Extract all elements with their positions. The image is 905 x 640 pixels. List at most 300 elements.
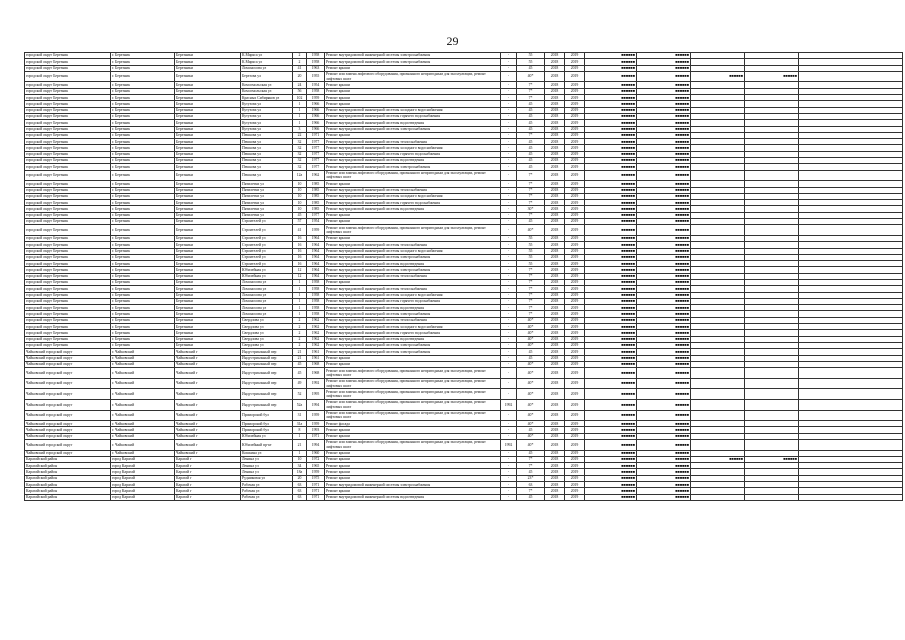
table-cell: городской округ Березник xyxy=(25,126,111,132)
table-cell: 2018 xyxy=(545,279,565,285)
table-cell: ■■■■■■ xyxy=(637,463,691,469)
table-cell: городской округ Березник xyxy=(25,200,111,206)
table-cell: 2018 xyxy=(545,145,565,151)
table-cell: - xyxy=(501,225,517,236)
table-cell: Карагай г xyxy=(175,494,241,500)
table-cell: 2018 xyxy=(545,164,565,170)
table-cell xyxy=(691,410,745,421)
table-cell: 40* xyxy=(517,389,545,400)
table-cell: 2018 xyxy=(545,59,565,65)
table-cell: ■■■■■■ xyxy=(585,132,637,138)
table-cell: 63 xyxy=(293,482,307,488)
repair-table xyxy=(24,52,903,501)
table-cell: 2019 xyxy=(565,248,585,254)
table-cell: 2019 xyxy=(565,450,585,456)
table-cell: ■■■■■■ xyxy=(637,187,691,193)
table-cell: 2019 xyxy=(565,286,585,292)
table-cell: ■■■■■■ xyxy=(585,399,637,410)
table-cell: ■■■■■■ xyxy=(585,279,637,285)
table-cell: 10 xyxy=(293,456,307,462)
table-cell: 2 xyxy=(293,59,307,65)
table-cell: - xyxy=(501,286,517,292)
table-cell: ■■■■■■ xyxy=(585,145,637,151)
table-cell: Ремонт внутридомовой инженерной системы водоотведения xyxy=(325,120,501,126)
table-cell: 10 xyxy=(293,181,307,187)
table-cell: ■■■■■■ xyxy=(585,242,637,248)
table-cell: 2 xyxy=(293,330,307,336)
table-cell: 45 xyxy=(293,212,307,218)
table-cell: Чайковский городской округ xyxy=(25,450,111,456)
table-cell: Ремонт крыши xyxy=(325,88,501,94)
table-cell: Ремонт фасада xyxy=(325,421,501,427)
table-cell: 2019 xyxy=(565,187,585,193)
table-cell: Карагай г xyxy=(175,456,241,462)
table-cell: 1968 xyxy=(307,361,325,367)
table-cell: Ленина ул xyxy=(241,463,293,469)
table-cell: 1971 xyxy=(307,488,325,494)
table-cell: Ремонт внутридомовой инженерной системы горячего водоснабжения xyxy=(325,151,501,157)
table-cell: Ремонт крыши xyxy=(325,456,501,462)
table-cell: г. Березник xyxy=(111,311,175,317)
table-cell: 7* xyxy=(517,200,545,206)
table-cell: 2018 xyxy=(545,494,565,500)
table-cell: ■■■■■■ xyxy=(637,71,691,82)
table-cell: 3 xyxy=(293,126,307,132)
table-cell: 7* xyxy=(517,273,545,279)
table-cell: - xyxy=(501,158,517,164)
table-cell: 2019 xyxy=(565,355,585,361)
table-cell: - xyxy=(501,330,517,336)
table-cell: 2019 xyxy=(565,298,585,304)
table-cell: г. Березник xyxy=(111,193,175,199)
table-cell: ■■■■■■ xyxy=(637,378,691,389)
table-cell: 20 xyxy=(293,71,307,82)
table-cell: Березники xyxy=(175,139,241,145)
table-cell: 40* xyxy=(517,410,545,421)
table-cell: ■■■■■■ xyxy=(585,324,637,330)
table-cell: г. Березник xyxy=(111,145,175,151)
table-cell: город Карагай xyxy=(111,482,175,488)
table-cell: Березники xyxy=(175,151,241,157)
table-cell: ■■■■■■ xyxy=(585,170,637,181)
table-cell: г. Чайковский xyxy=(111,389,175,400)
table-cell: ■■■■■■ xyxy=(585,349,637,355)
table-cell: Ремонт внутридомовой инженерной системы водоотведения xyxy=(325,494,501,500)
table-cell: - xyxy=(501,463,517,469)
table-cell: Березники xyxy=(175,324,241,330)
table-cell: 2019 xyxy=(565,164,585,170)
table-cell: ■■■■■■ xyxy=(585,488,637,494)
table-cell: Березники xyxy=(175,107,241,113)
table-cell: Березники xyxy=(175,317,241,323)
table-cell: 1968 xyxy=(307,368,325,379)
table-cell: ■■■■■■ xyxy=(585,65,637,71)
table-cell: 1964 xyxy=(307,273,325,279)
table-cell: 45 xyxy=(517,355,545,361)
table-cell: 31 xyxy=(293,410,307,421)
table-cell: 2018 xyxy=(545,88,565,94)
table-cell: Ремонт крыши xyxy=(325,427,501,433)
table-cell: 16 xyxy=(293,235,307,241)
table-cell: 2018 xyxy=(545,235,565,241)
table-cell: 2018 xyxy=(545,399,565,410)
table-cell: 1966 xyxy=(307,101,325,107)
table-cell: городской округ Березник xyxy=(25,261,111,267)
table-cell: Ремонт внутридомовой инженерной системы холодного водоснабжения xyxy=(325,248,501,254)
table-cell: Ремонт крыши xyxy=(325,65,501,71)
table-cell: 1 xyxy=(293,101,307,107)
table-cell: Чайковский городской округ xyxy=(25,433,111,439)
table-cell: ■■■■■■ xyxy=(585,482,637,488)
table-cell: Ломоносова ул xyxy=(241,286,293,292)
table-cell: 7* xyxy=(517,267,545,273)
table-cell: Юбилейная ул xyxy=(241,273,293,279)
table-cell: ■■■■■■ xyxy=(637,101,691,107)
table-cell: ■■■■■■ xyxy=(585,126,637,132)
table-cell: Строителей ул xyxy=(241,248,293,254)
table-cell: ■■■■■■ xyxy=(637,132,691,138)
table-cell: г. Чайковский xyxy=(111,410,175,421)
table-cell: город Карагай xyxy=(111,475,175,481)
table-cell: К.Маркса ул xyxy=(241,59,293,65)
table-cell: 2018 xyxy=(545,113,565,119)
table-cell: городской округ Березник xyxy=(25,59,111,65)
table-cell: 2018 xyxy=(545,225,565,236)
table-cell: 7* xyxy=(517,463,545,469)
table-cell: ■■■■■■ xyxy=(585,440,637,451)
table-cell: 1971 xyxy=(307,433,325,439)
table-cell: ■■■■■■ xyxy=(637,440,691,451)
table-cell: Березники xyxy=(175,298,241,304)
table-cell: - xyxy=(501,101,517,107)
table-cell: ■■■■■■ xyxy=(637,311,691,317)
table-cell: Березники xyxy=(175,158,241,164)
table-cell: Карагайский район xyxy=(25,456,111,462)
table-cell: 2019 xyxy=(565,456,585,462)
table-cell: ■■■■■■ xyxy=(637,305,691,311)
table-cell: Ремонт крыши xyxy=(325,463,501,469)
table-cell: 1958 xyxy=(307,88,325,94)
table-cell: - xyxy=(501,421,517,427)
table-cell: г. Чайковский xyxy=(111,349,175,355)
table-cell: - xyxy=(501,88,517,94)
table-cell: 2018 xyxy=(545,158,565,164)
table-cell: 32 xyxy=(293,158,307,164)
table-cell: Юбилейный пр-кт xyxy=(241,440,293,451)
table-cell: Свердлова ул xyxy=(241,342,293,348)
table-cell: - xyxy=(501,342,517,348)
table-cell: 32 xyxy=(293,139,307,145)
table-cell: г. Березник xyxy=(111,242,175,248)
table-cell: 2019 xyxy=(565,235,585,241)
table-cell: - xyxy=(501,475,517,481)
table-cell xyxy=(745,170,799,181)
table-cell: 2018 xyxy=(545,139,565,145)
table-cell: 45 xyxy=(517,107,545,113)
table-cell: г. Чайковский xyxy=(111,450,175,456)
table-cell: ■■■■■■ xyxy=(637,330,691,336)
table-cell: Пешкова ул xyxy=(241,145,293,151)
table-cell: 30* xyxy=(517,206,545,212)
table-cell: 1961 xyxy=(307,349,325,355)
table-cell: 2 xyxy=(293,53,307,59)
table-cell: Березники xyxy=(175,145,241,151)
table-cell: Ремонт внутридомовой инженерной системы водоотведения xyxy=(325,336,501,342)
table-cell: ■■■■■■ xyxy=(637,433,691,439)
table-cell: ■■■■■■ xyxy=(585,88,637,94)
table-cell: Пешкова ул xyxy=(241,132,293,138)
table-cell: город Карагай xyxy=(111,469,175,475)
table-cell: 1 xyxy=(293,311,307,317)
table-cell: 41 xyxy=(293,225,307,236)
table-cell: - xyxy=(501,53,517,59)
table-cell: - xyxy=(501,59,517,65)
table-cell: 7* xyxy=(517,279,545,285)
table-cell: 7* xyxy=(517,170,545,181)
table-cell: 40* xyxy=(517,324,545,330)
table-cell: Строителей ул xyxy=(241,254,293,260)
table-cell: 2019 xyxy=(565,399,585,410)
table-cell: 7* xyxy=(517,292,545,298)
table-cell: ■■■■■■ xyxy=(637,427,691,433)
table-cell: - xyxy=(501,107,517,113)
table-cell: 1959 xyxy=(307,421,325,427)
table-cell: К.Маркса ул xyxy=(241,53,293,59)
table-cell: 32 xyxy=(293,151,307,157)
table-cell: 2018 xyxy=(545,482,565,488)
table-cell: ■■■■■■ xyxy=(637,410,691,421)
table-cell: г. Чайковский xyxy=(111,421,175,427)
table-cell: 2 xyxy=(293,324,307,330)
table-cell: городской округ Березник xyxy=(25,151,111,157)
table-cell: Ремонт крыши xyxy=(325,181,501,187)
table-cell: - xyxy=(501,273,517,279)
table-cell: 1 xyxy=(293,286,307,292)
table-cell: 63 xyxy=(517,482,545,488)
table-cell: 1985 xyxy=(307,206,325,212)
table-cell: - xyxy=(501,200,517,206)
table-cell: Ремонт внутридомовой инженерной системы электроснабжения xyxy=(325,267,501,273)
table-cell: 2019 xyxy=(565,120,585,126)
table-cell: 2019 xyxy=(565,151,585,157)
table-cell: ■■■■■■ xyxy=(637,235,691,241)
table-cell: 45 xyxy=(517,101,545,107)
table-cell: ■■■■■■ xyxy=(637,317,691,323)
table-cell: ■■■■■■ xyxy=(637,219,691,225)
table-cell: Пешкова ул xyxy=(241,158,293,164)
table-cell: 1 xyxy=(293,450,307,456)
table-cell: 102 xyxy=(293,95,307,101)
table-cell: 22 xyxy=(293,132,307,138)
table-cell: г. Березник xyxy=(111,336,175,342)
table-cell: 2019 xyxy=(565,342,585,348)
table-cell: 2018 xyxy=(545,305,565,311)
table-cell: Свердлова ул xyxy=(241,330,293,336)
table-cell: Ремонт крыши xyxy=(325,235,501,241)
table-cell: 2019 xyxy=(565,219,585,225)
table-cell: Пятилетки ул xyxy=(241,187,293,193)
table-cell: Ремонт внутридомовой инженерной системы холодного водоснабжения xyxy=(325,292,501,298)
table-cell: Рабочая ул xyxy=(241,494,293,500)
table-cell: городской округ Березник xyxy=(25,305,111,311)
table-cell: Ремонт внутридомовой инженерной системы холодного водоснабжения xyxy=(325,145,501,151)
table-cell: 1992 xyxy=(307,378,325,389)
table-cell: - xyxy=(501,361,517,367)
table-cell: 2019 xyxy=(565,101,585,107)
table-cell: городской округ Березник xyxy=(25,139,111,145)
table-cell: - xyxy=(501,433,517,439)
table-cell: ■■■■■■ xyxy=(637,342,691,348)
table-cell: Ремонт внутридомовой инженерной системы теплоснабжения xyxy=(325,242,501,248)
table-cell: 2018 xyxy=(545,463,565,469)
table-cell: 1966 xyxy=(307,126,325,132)
table-cell: Березники xyxy=(175,261,241,267)
table-cell: ■■■■■■ xyxy=(637,113,691,119)
table-cell: 2019 xyxy=(565,132,585,138)
table-cell: 2019 xyxy=(565,225,585,236)
table-cell: - xyxy=(501,324,517,330)
table-cell: г. Березник xyxy=(111,158,175,164)
table-cell: 55 xyxy=(517,235,545,241)
table-cell: ■■■■■■ xyxy=(637,158,691,164)
table-cell: г. Чайковский xyxy=(111,378,175,389)
table-cell: ■■■■■■ xyxy=(637,267,691,273)
table-cell: 2019 xyxy=(565,206,585,212)
table-cell: Ленина ул xyxy=(241,456,293,462)
table-cell: ■■■■■■ xyxy=(585,212,637,218)
table-cell: Березники xyxy=(175,164,241,170)
table-cell: - xyxy=(501,82,517,88)
page-number: 29 xyxy=(446,34,459,48)
table-cell: 2019 xyxy=(565,440,585,451)
table-cell: ■■■■■■ xyxy=(637,53,691,59)
table-cell: ■■■■■■ xyxy=(637,248,691,254)
table-cell: Березники xyxy=(175,170,241,181)
table-cell: г. Березник xyxy=(111,248,175,254)
table-cell: Березники xyxy=(175,71,241,82)
table-cell: ■■■■■■ xyxy=(585,53,637,59)
table-cell: 45 xyxy=(517,151,545,157)
table-cell: - xyxy=(501,292,517,298)
table-cell: 2018 xyxy=(545,311,565,317)
table-cell: Ремонт крыши xyxy=(325,95,501,101)
table-cell: ■■■■■■ xyxy=(585,368,637,379)
table-cell: 2019 xyxy=(565,336,585,342)
table-cell: Ремонт внутридомовой инженерной системы теплоснабжения xyxy=(325,187,501,193)
table-cell: - xyxy=(501,349,517,355)
table-cell xyxy=(691,368,745,379)
table-cell: городской округ Березник xyxy=(25,145,111,151)
table-cell: Березники xyxy=(175,273,241,279)
table-cell: ■■■■■■ xyxy=(637,292,691,298)
table-cell: Ломоносова ул xyxy=(241,305,293,311)
table-cell: г. Березник xyxy=(111,65,175,71)
table-cell: 2018 xyxy=(545,242,565,248)
table-cell: Чайковский городской округ xyxy=(25,368,111,379)
table-cell: Чайковский г xyxy=(175,440,241,451)
table-cell: ■■■■■■ xyxy=(637,349,691,355)
table-cell: Березники xyxy=(175,336,241,342)
table-cell: 1994 xyxy=(307,399,325,410)
table-cell: городской округ Березник xyxy=(25,342,111,348)
table-cell: ■■■■■■ xyxy=(585,235,637,241)
table-cell: ■■■■■■ xyxy=(585,355,637,361)
table-cell: 55 xyxy=(517,261,545,267)
table-cell: Березники xyxy=(175,311,241,317)
table-cell: Карагайский район xyxy=(25,469,111,475)
table-cell: 45 xyxy=(517,450,545,456)
table-cell: 52а xyxy=(293,399,307,410)
table-cell: ■■■■■■ xyxy=(637,469,691,475)
table-cell: 1958 xyxy=(307,286,325,292)
table-cell: 1972 xyxy=(307,456,325,462)
table-cell: 1992 xyxy=(501,440,517,451)
table-cell: Березники xyxy=(175,212,241,218)
table-cell xyxy=(745,389,799,400)
table-cell: ■■■■■■ xyxy=(637,65,691,71)
table-cell xyxy=(745,225,799,236)
table-cell: - xyxy=(501,120,517,126)
repair-register xyxy=(24,52,882,501)
table-cell: 21 xyxy=(293,355,307,361)
table-cell: 40* xyxy=(517,368,545,379)
table-cell: 2019 xyxy=(565,212,585,218)
table-cell: Чайковский г xyxy=(175,399,241,410)
table-cell: 1959 xyxy=(307,469,325,475)
table-cell: Березники xyxy=(175,59,241,65)
table-cell: Комсомольская ул xyxy=(241,88,293,94)
table-cell: 1 xyxy=(293,292,307,298)
table-cell: Березники xyxy=(175,225,241,236)
table-cell: ■■■■■■ xyxy=(585,193,637,199)
table-cell xyxy=(745,440,799,451)
table-cell: 2018 xyxy=(545,151,565,157)
table-cell: Березники xyxy=(175,342,241,348)
table-cell: 45 xyxy=(517,139,545,145)
table-cell: Индустриальный пер xyxy=(241,355,293,361)
table-cell: 21 xyxy=(293,349,307,355)
table-cell xyxy=(799,71,903,82)
table-cell xyxy=(799,389,903,400)
table-cell: - xyxy=(501,65,517,71)
table-cell: 1962 xyxy=(307,317,325,323)
table-cell: 2019 xyxy=(565,389,585,400)
table-row xyxy=(25,399,903,410)
table-cell: Ремонт внутридомовой инженерной системы горячего водоснабжения xyxy=(325,113,501,119)
table-cell: - xyxy=(501,456,517,462)
table-cell: 1958 xyxy=(307,298,325,304)
table-cell: городской округ Березник xyxy=(25,65,111,71)
table-cell: Чайковский г xyxy=(175,410,241,421)
table-cell: 2018 xyxy=(545,254,565,260)
table-cell: - xyxy=(501,219,517,225)
table-cell: 1962 xyxy=(307,324,325,330)
table-cell: Ремонт внутридомовой инженерной системы теплоснабжения xyxy=(325,286,501,292)
table-cell: 1959 xyxy=(307,95,325,101)
table-cell: 2018 xyxy=(545,336,565,342)
table-cell: г. Чайковский xyxy=(111,399,175,410)
table-cell: 45 xyxy=(517,113,545,119)
table-cell: 55 xyxy=(517,242,545,248)
table-cell: 2019 xyxy=(565,410,585,421)
table-cell xyxy=(799,378,903,389)
table-cell: Карагайский район xyxy=(25,475,111,481)
table-cell: Березники xyxy=(175,254,241,260)
table-cell: ■■■■■■ xyxy=(585,494,637,500)
table-cell: 2018 xyxy=(545,126,565,132)
table-cell: ■■■■■■ xyxy=(637,286,691,292)
table-cell: 1964 xyxy=(307,261,325,267)
